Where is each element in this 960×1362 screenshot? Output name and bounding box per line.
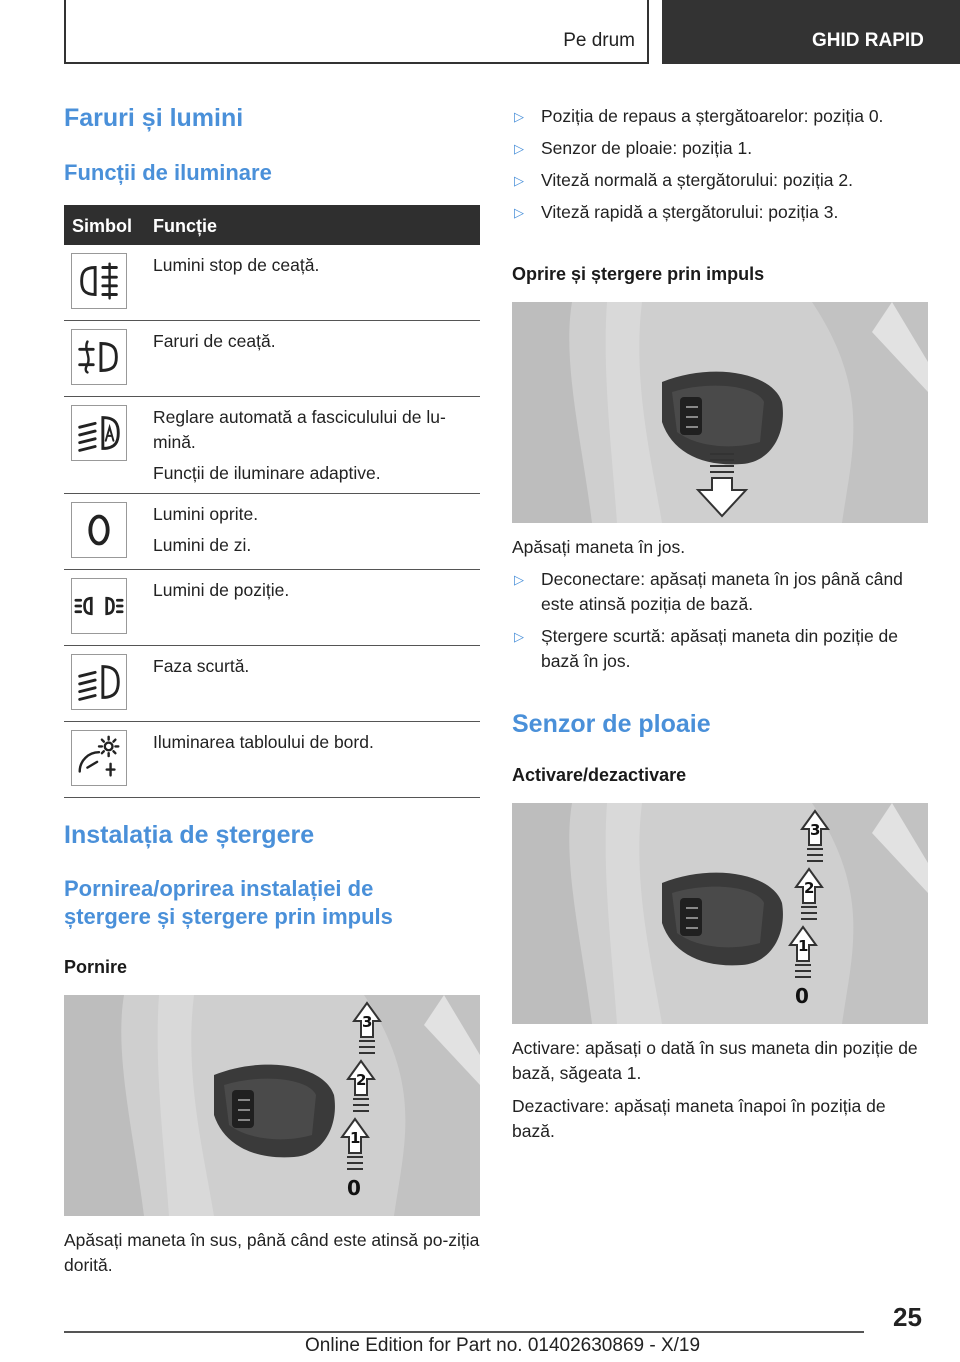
list-item: ▷ Poziția de repaus a ștergătoarelor: poziția 0. [514,106,884,126]
section-header-box [64,0,649,64]
table-row [64,494,480,570]
list-item-text: Ștergere scurtă: apăsați maneta din poziție de bază în jos. [541,626,899,671]
rain-activate-text: Activare: apăsați o dată în sus maneta din poziție de bază, săgeata 1. [512,1038,918,1083]
footer-divider [64,1331,864,1333]
wiper-lever-down-photo [512,302,928,523]
col-header-function: Funcție [153,216,218,236]
list-item-text: Poziția de repaus a ștergătoarelor: poziția 0. [541,106,884,126]
col-header-symbol: Simbol [72,216,133,236]
list-item-text: Viteză rapidă a ștergătorului: poziția 3. [541,202,839,222]
position-label-0: 0 [347,1176,361,1200]
stop-caption: Apăsați maneta în jos. [512,537,686,557]
chapter-tab: GHID RAPID [662,0,960,64]
lighting-subtitle: Funcții de iluminare [64,160,272,185]
rain-deactivate-text: Dezactivare: apăsați maneta înapoi în poziția de bază. [512,1096,886,1141]
row-text: Lumini stop de ceață. [153,255,320,275]
table-row [64,245,480,321]
list-item: ▷ Senzor de ploaie: poziția 1. [514,138,753,158]
position-label-0: 0 [795,984,809,1008]
edition-note: Online Edition for Part no. 01402630869 - X/19 [305,1335,701,1356]
rain-sensor-lever-photo [512,803,928,1024]
row-text: Lumini oprite. [153,504,259,524]
wiper-subtitle: Pornirea/oprirea instalației de ștergere și ștergere prin impuls [64,876,393,929]
list-item: ▷ Ștergere scurtă: apăsați maneta din poziție de bază în jos. [514,626,899,671]
rain-sensor-heading: Activare/dezactivare [512,765,687,785]
rear-fog-light-icon [71,253,127,309]
list-item-text: Viteză normală a ștergătorului: poziția 2. [541,170,853,190]
row-text: Faruri de ceață. [153,331,276,351]
stop-heading: Oprire și ștergere prin impuls [512,264,765,284]
section-name: Pe drum [563,30,635,51]
row-text: Lumini de poziție. [153,580,290,600]
table-row [64,722,480,798]
start-caption: Apăsați maneta în sus, până când este atinsă po-ziția dorită. [64,1230,480,1275]
auto-headlight-icon [71,405,127,461]
low-beam-icon [71,654,127,710]
list-item-text: Senzor de ploaie: poziția 1. [541,138,753,158]
list-item: ▷ Deconectare: apăsați maneta în jos până când este atinsă poziția de bază. [514,569,903,614]
list-item: ▷ Viteză rapidă a ștergătorului: poziția 3. [514,202,839,222]
list-item: ▷ Viteză normală a ștergătorului: poziția 2. [514,170,853,190]
row-text: Faza scurtă. [153,656,250,676]
row-text: Funcții de iluminare adaptive. [153,463,381,483]
position-label-1: 1 [350,1129,361,1147]
table-row [64,646,480,722]
position-label-2: 2 [804,879,815,897]
position-label-3: 3 [362,1013,373,1031]
wiper-title: Instalația de ștergere [64,821,315,849]
front-fog-light-icon [71,329,127,385]
dashboard-illumination-icon [71,730,127,786]
wiper-lever-up-photo [64,995,480,1216]
start-heading: Pornire [64,957,128,977]
position-label-3: 3 [810,821,821,839]
lights-off-icon [71,502,127,558]
parking-lights-icon [71,578,127,634]
table-row [64,570,480,646]
page-title: Faruri și lumini [64,104,244,132]
lighting-table [64,205,480,798]
row-text: Reglare automată a fasciculului de lu-mină. [153,407,446,452]
row-text: Iluminarea tabloului de bord. [153,732,374,752]
rain-sensor-title: Senzor de ploaie [512,710,711,738]
page-number: 25 [893,1302,922,1332]
table-row [64,397,480,494]
table-row [64,321,480,397]
position-label-1: 1 [798,937,809,955]
row-text: Lumini de zi. [153,535,252,555]
page-header [64,0,960,64]
list-item-text: Deconectare: apăsați maneta în jos până când este atinsă poziția de bază. [541,569,903,614]
table-header [64,205,480,245]
position-label-2: 2 [356,1071,367,1089]
